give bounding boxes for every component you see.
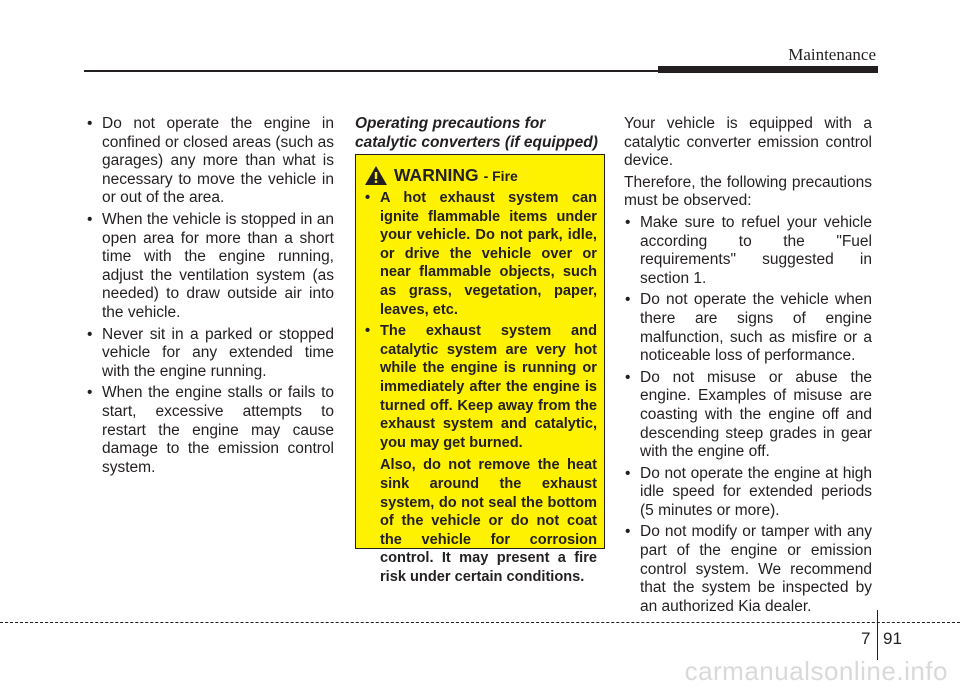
- warning-header: [364, 165, 597, 186]
- warning-bullet-list: [364, 189, 597, 452]
- section-heading: Operating precautions for catalytic converters (if equipped): [355, 115, 598, 151]
- list-item: • Make sure to refuel your vehicle according to the "Fuel requirements" suggested in section 1.: [624, 214, 872, 288]
- list-item: • When the engine stalls or fails to start, excessive attempts to restart the engine may cause damage to the emission control system.: [86, 384, 334, 477]
- warning-box: [355, 154, 605, 585]
- page-number: 91: [883, 629, 902, 648]
- list-item: • When the vehicle is stopped in an open area for more than a short time with the engine running, adjust the ventilation system (as needed) to draw outside air into the vehicle.: [86, 211, 334, 323]
- header-rule-thin: [84, 70, 660, 72]
- warning-title: WARNING: [394, 165, 479, 185]
- list-item: • Do not modify or tamper with any part of the engine or emission control system. We recommend that the system be inspected by an authorized Kia dealer.: [624, 523, 872, 616]
- list-item: • Do not operate the vehicle when there are signs of engine malfunction, such as misfire or a noticeable loss of performance.: [624, 291, 872, 365]
- list-item: • Do not misuse or abuse the engine. Examples of misuse are coasting with the engine off and descending steep grades in gear with the engine off.: [624, 369, 872, 462]
- list-item: • Do not operate the engine in confined or closed areas (such as garages) any more than what is necessary to move the vehicle in or out of the area.: [86, 115, 334, 208]
- warning-subtitle: - Fire: [483, 167, 518, 184]
- footer-dashed-rule: [0, 622, 960, 623]
- list-item: • The exhaust system and catalytic system are very hot while the engine is running or immediately after the engine is turned off. Keep away from the exhaust system and catalytic, you may get burned.: [364, 322, 597, 452]
- intro-paragraph: Your vehicle is equipped with a catalytic converter emission control device.: [624, 115, 872, 170]
- list-item: • Do not operate the engine at high idle speed for extended periods (5 minutes or more).: [624, 465, 872, 521]
- watermark: carmanualsonline.info: [684, 656, 948, 686]
- bullet-list: [624, 214, 872, 616]
- warning-triangle-icon: [364, 165, 388, 186]
- bullet-list: [86, 115, 334, 477]
- section-title: Maintenance: [788, 45, 876, 64]
- header-rule-thick: [658, 66, 878, 73]
- warning-extra-text: Also, do not remove the heat sink around the exhaust system, do not seal the bottom of the vehicle or do not coat the vehicle for corrosion control. It may present a fire risk under certain conditions.: [380, 457, 597, 585]
- column-right: [624, 115, 872, 619]
- page-number-divider: [877, 610, 878, 660]
- chapter-number: 7: [861, 629, 871, 648]
- column-left: [86, 115, 334, 480]
- list-item: • A hot exhaust system can ignite flammable items under your vehicle. Do not park, idle, or drive the vehicle over or near flammable objects, such as grass, vegetation, paper, leaves, etc.: [364, 189, 597, 319]
- list-item: • Never sit in a parked or stopped vehicle for any extended time with the engine running.: [86, 326, 334, 382]
- intro-paragraph: Therefore, the following precautions must be observed:: [624, 173, 872, 210]
